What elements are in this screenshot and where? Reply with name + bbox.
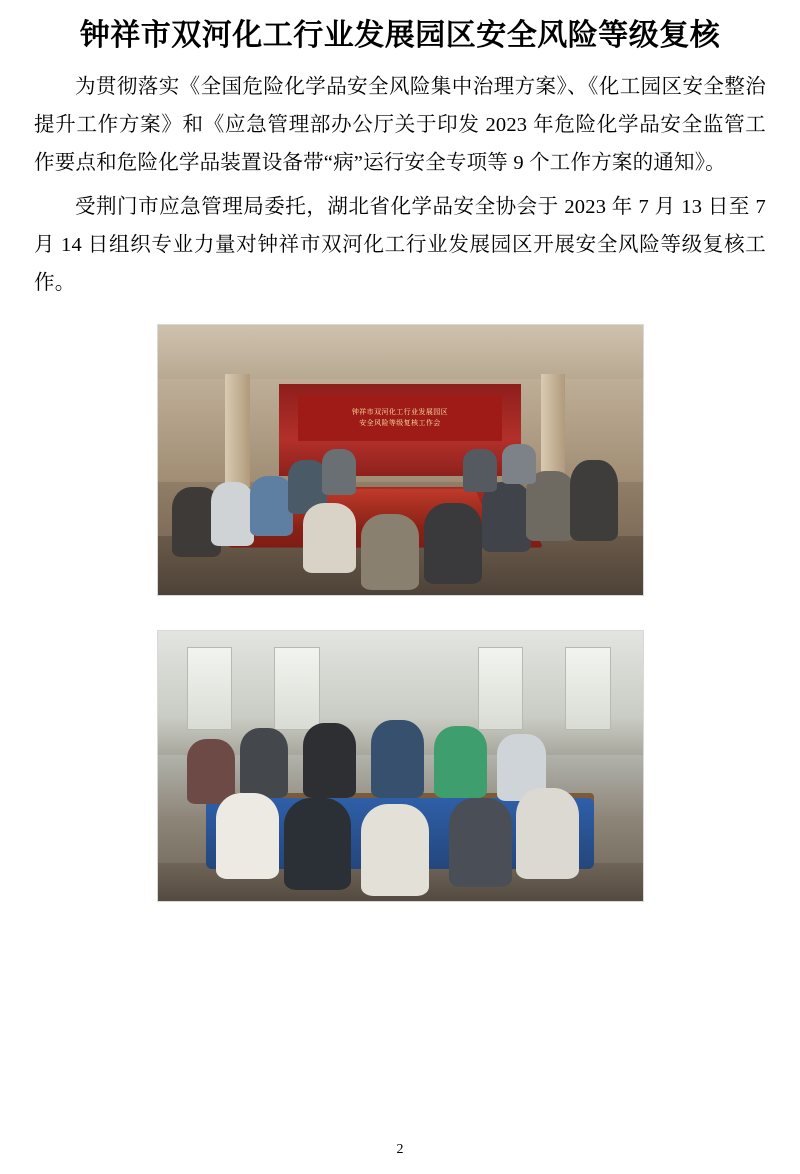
photo1-attendee xyxy=(211,482,255,547)
photo2-attendee xyxy=(449,798,512,887)
photo1-pillar-right xyxy=(541,374,565,487)
photo1-attendee xyxy=(303,503,356,573)
meeting-table-photo xyxy=(157,630,644,902)
photo2-attendee xyxy=(240,728,289,798)
photo1-attendee xyxy=(482,482,531,552)
photo2-attendee xyxy=(434,726,487,799)
photo2-window xyxy=(187,647,233,730)
photo2-attendee xyxy=(516,788,579,880)
photo1-attendee xyxy=(424,503,482,584)
photo1-attendee xyxy=(322,449,356,495)
photo2-attendee xyxy=(187,739,236,804)
photo2-window xyxy=(478,647,524,730)
photo1-attendee xyxy=(463,449,497,492)
paragraph-1: 为贯彻落实《全国危险化学品安全风险集中治理方案》、《化工园区安全整治提升工作方案》和《应急管理部办公厅关于印发 2023 年危险化学品安全监管工作要点和危险化学品装置设备带“病”运行安全专项等 9 个工作方案的通知》。 xyxy=(34,76,766,174)
photo2-attendee xyxy=(216,793,279,879)
photo1-banner xyxy=(298,395,502,441)
photo2-window xyxy=(565,647,611,730)
photo1-attendee xyxy=(361,514,419,590)
photo2-window xyxy=(274,647,320,730)
photo2-attendee xyxy=(361,804,429,896)
banner-line-2: 安全风险等级复核工作会 xyxy=(359,419,441,428)
photo1-attendee xyxy=(250,476,294,535)
page-number: 2 xyxy=(396,1142,404,1157)
photo1-pillar-left xyxy=(225,374,249,487)
photo2-attendee xyxy=(303,723,356,799)
photo2-attendee xyxy=(284,798,352,890)
banner-line-1: 钟祥市双河化工行业发展园区 xyxy=(351,408,449,417)
photo1-attendee xyxy=(502,444,536,485)
paragraph-2: 受荆门市应急管理局委托，湖北省化学品安全协会于 2023 年 7 月 13 日至 7 月 14 日组织专业力量对钟祥市双河化工行业发展园区开展安全风险等级复核工作。 xyxy=(34,196,766,294)
figure-group xyxy=(34,324,766,902)
photo1-attendee xyxy=(570,460,619,541)
photo2-attendee xyxy=(371,720,424,798)
conference-room-photo xyxy=(157,324,644,596)
page-title: 钟祥市双河化工行业发展园区安全风险等级复核 xyxy=(79,19,721,52)
